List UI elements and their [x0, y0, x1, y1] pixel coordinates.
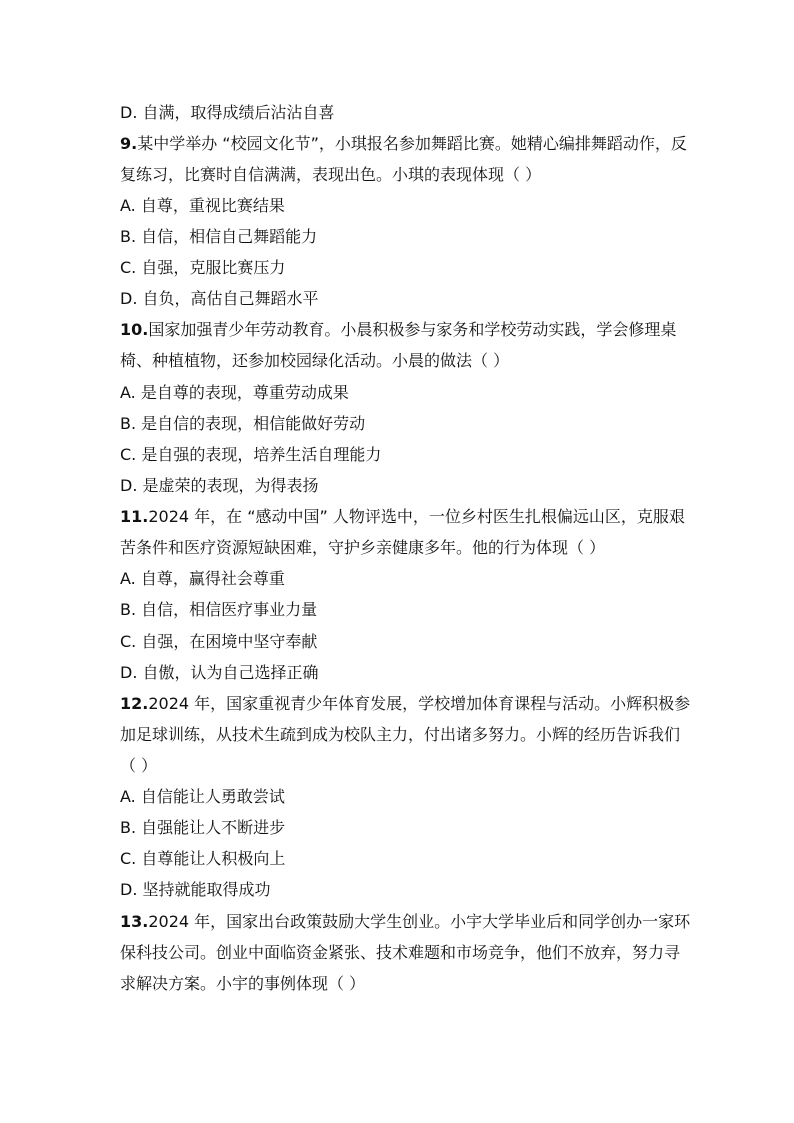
- option-b-q11: B. 自信，相信医疗事业力量: [120, 600, 318, 619]
- option-d-q11: D. 自傲，认为自己选择正确: [120, 663, 319, 682]
- question-9-line-1: 9.某中学举办 “校园文化节”，小琪报名参加舞蹈比赛。她精心编排舞蹈动作，反: [120, 134, 687, 153]
- question-12-line-1: 12.2024 年，国家重视青少年体育发展，学校增加体育课程与活动。小辉积极参: [120, 694, 691, 713]
- question-13-line-3: 求解决方案。小宇的事例体现（ ）: [120, 974, 366, 993]
- question-10-line-1: 10.国家加强青少年劳动教育。小晨积极参与家务和学校劳动实践，学会修理桌: [120, 320, 677, 339]
- option-a-q11: A. 自尊，赢得社会尊重: [120, 569, 285, 588]
- option-b-q10: B. 是自信的表现，相信能做好劳动: [120, 414, 366, 433]
- option-d-q12: D. 坚持就能取得成功: [120, 880, 271, 899]
- question-11-line-2: 苦条件和医疗资源短缺困难，守护乡亲健康多年。他的行为体现（ ）: [120, 538, 606, 557]
- option-d-q10: D. 是虚荣的表现，为得表扬: [120, 476, 319, 495]
- option-a-q9: A. 自尊，重视比赛结果: [120, 196, 285, 215]
- option-c-q9: C. 自强，克服比赛压力: [120, 258, 286, 277]
- option-a-q10: A. 是自尊的表现，尊重劳动成果: [120, 383, 349, 402]
- question-12-line-2: 加足球训练，从技术生疏到成为校队主力，付出诸多努力。小辉的经历告诉我们: [120, 725, 681, 744]
- question-13-line-1: 13.2024 年，国家出台政策鼓励大学生创业。小宇大学毕业后和同学创办一家环: [120, 912, 691, 931]
- option-b-q12: B. 自强能让人不断进步: [120, 818, 286, 837]
- option-c-q11: C. 自强，在困境中坚守奉献: [120, 632, 318, 651]
- option-d-q9: D. 自负，高估自己舞蹈水平: [120, 289, 319, 308]
- option-c-q10: C. 是自强的表现，培养生活自理能力: [120, 445, 382, 464]
- question-11-line-1: 11.2024 年，在 “感动中国” 人物评选中，一位乡村医生扎根偏远山区，克服艰: [120, 507, 685, 526]
- option-b-q9: B. 自信，相信自己舞蹈能力: [120, 227, 318, 246]
- option-a-q12: A. 自信能让人勇敢尝试: [120, 787, 285, 806]
- option-c-q12: C. 自尊能让人积极向上: [120, 849, 286, 868]
- question-12-line-3: （ ）: [120, 756, 158, 775]
- option-d-q8: D. 自满，取得成绩后沾沾自喜: [120, 103, 335, 122]
- question-13-line-2: 保科技公司。创业中面临资金紧张、技术难题和市场竞争，他们不放弃，努力寻: [120, 943, 681, 962]
- question-10-line-2: 椅、种植植物，还参加校园绿化活动。小晨的做法（ ）: [120, 351, 510, 370]
- question-9-line-2: 复练习，比赛时自信满满，表现出色。小琪的表现体现（ ）: [120, 165, 542, 184]
